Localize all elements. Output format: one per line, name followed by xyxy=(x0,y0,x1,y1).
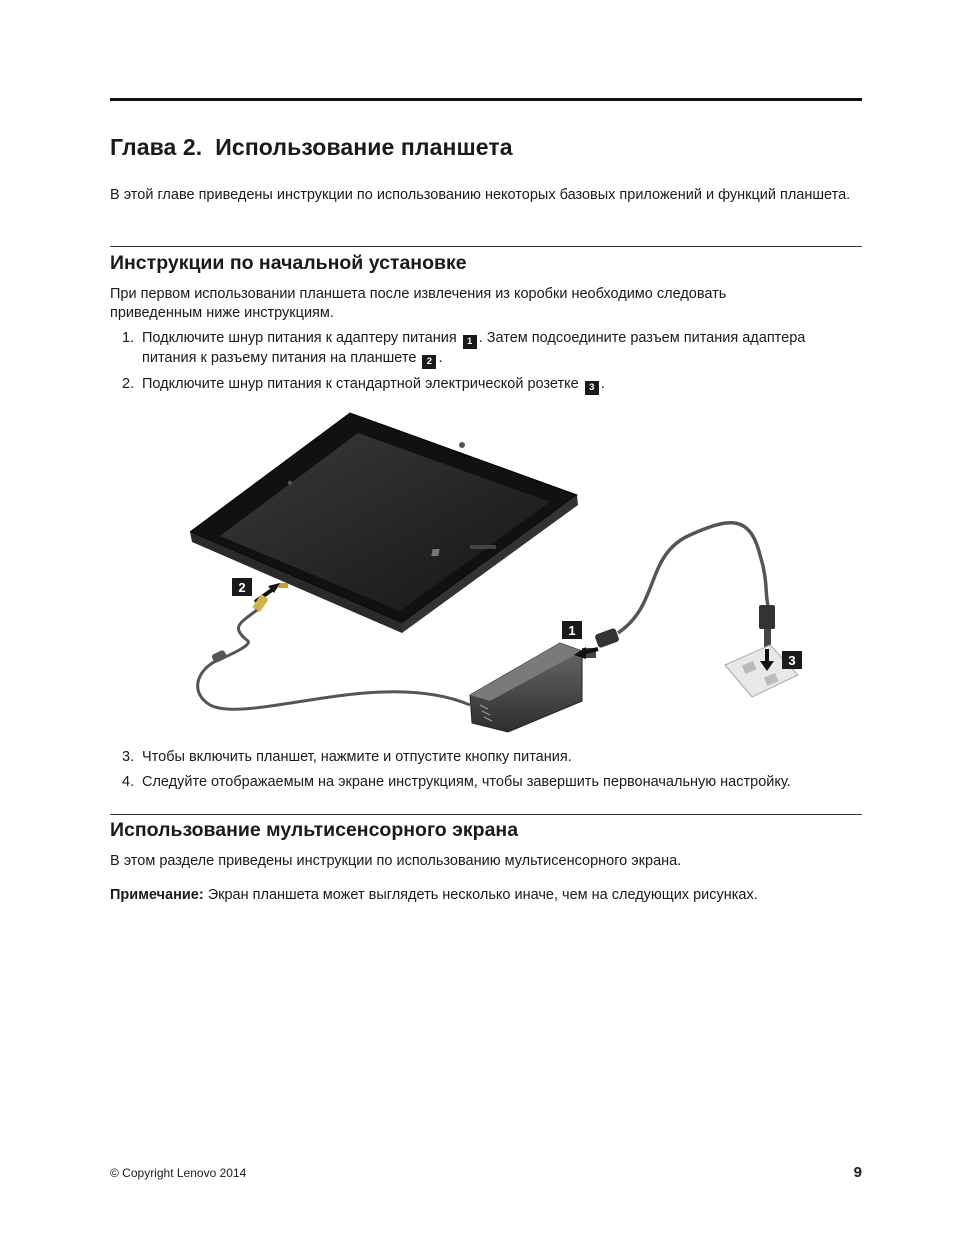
chapter-intro: В этой главе приведены инструкции по использованию некоторых базовых приложений и функций планшета. xyxy=(110,187,851,203)
figure-callout-3: 3 xyxy=(788,653,796,668)
step-1-text-b: . Затем подсоедините разъем питания адаптера питания к разъему питания на планшете xyxy=(142,330,806,366)
power-adapter xyxy=(470,643,596,732)
step-2 xyxy=(110,375,862,395)
figure-callout-2: 2 xyxy=(238,580,246,595)
setup-steps-bottom xyxy=(110,748,862,792)
footer-copyright: © Copyright Lenovo 2014 xyxy=(110,1166,247,1180)
multitouch-note xyxy=(110,886,862,905)
step-2-text-a: Подключите шнур питания к стандартной электрической розетке xyxy=(142,376,579,392)
step-1 xyxy=(110,329,862,369)
step-1-text-c: . xyxy=(438,350,443,366)
step-1-callout-2: 2 xyxy=(422,355,436,369)
page-number: 9 xyxy=(853,1164,862,1181)
ac-cord xyxy=(594,523,775,649)
windows-logo-icon xyxy=(431,549,439,556)
wall-outlet xyxy=(725,645,802,697)
section-rule-setup xyxy=(110,246,862,247)
multitouch-heading: Использование мультисенсорного экрана xyxy=(110,819,519,841)
step-3 xyxy=(110,748,862,767)
setup-steps-top xyxy=(110,329,862,395)
step-1-text-a: Подключите шнур питания к адаптеру питания xyxy=(142,330,457,346)
figure-callout-1: 1 xyxy=(568,623,576,638)
step-3-text: Чтобы включить планшет, нажмите и отпустите кнопку питания. xyxy=(142,749,572,765)
step-1-callout-1: 1 xyxy=(463,335,477,349)
step-4 xyxy=(110,773,862,792)
chapter-title xyxy=(110,134,513,161)
setup-heading: Инструкции по начальной установке xyxy=(110,252,467,274)
chapter-title-text: Использование планшета xyxy=(215,134,513,160)
step-4-text: Следуйте отображаемым на экране инструкциям, чтобы завершить первоначальную настройку. xyxy=(142,774,791,790)
tablet xyxy=(190,413,578,633)
step-4-number: 4. xyxy=(122,774,135,790)
step-2-number: 2. xyxy=(122,376,135,392)
setup-illustration xyxy=(190,405,810,740)
multitouch-intro: В этом разделе приведены инструкции по использованию мультисенсорного экрана. xyxy=(110,853,682,869)
chapter-number: Глава 2. xyxy=(110,134,203,160)
note-label: Примечание: xyxy=(110,887,204,903)
chapter-top-rule xyxy=(110,98,862,101)
note-text: Экран планшета может выглядеть несколько иначе, чем на следующих рисунках. xyxy=(207,887,758,903)
step-3-number: 3. xyxy=(122,749,135,765)
step-1-number: 1. xyxy=(122,330,135,346)
section-rule-multitouch xyxy=(110,814,862,815)
step-2-callout-3: 3 xyxy=(585,381,599,395)
step-2-text-b: . xyxy=(600,376,605,392)
camera-icon xyxy=(459,442,465,448)
sensor-icon xyxy=(288,481,292,485)
setup-intro: При первом использовании планшета после извлечения из коробки необходимо следовать приведенным ниже инструкциям. xyxy=(110,286,727,321)
callout-2-group xyxy=(232,578,280,602)
